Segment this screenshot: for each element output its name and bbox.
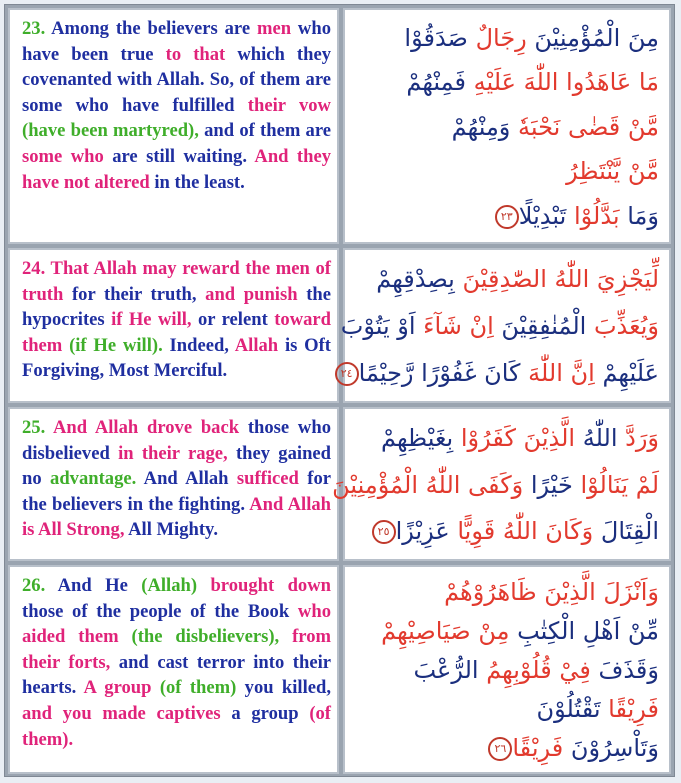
arabic-text-run: مَّنْ يَّنْتَظِرُ xyxy=(566,157,659,186)
arabic-text-run: لِّيَجْزِيَ xyxy=(589,265,659,293)
verse-text-run: and you made captives xyxy=(22,702,232,724)
arabic-text-run: مَا عَاهَدُوا اللّٰهَ عَلَيْهِ xyxy=(466,68,659,97)
verse-text-run: sufficed xyxy=(236,468,308,490)
arabic-line xyxy=(357,149,659,193)
verse-text-run: in the least. xyxy=(154,171,245,193)
verse-row-24 xyxy=(8,248,671,403)
verse-text-run: they gained no xyxy=(22,442,331,490)
arabic-line xyxy=(357,573,659,612)
english-translation-23 xyxy=(8,8,339,244)
verse-text-run: advantage. xyxy=(50,468,144,490)
verse-text-run: (of them). xyxy=(22,702,331,750)
verse-text-run: (of them) xyxy=(159,677,245,699)
arabic-text-run: اللّٰهُ الصّٰدِقِيْنَ xyxy=(454,265,590,293)
verse-text-run: to that xyxy=(165,43,238,65)
english-translation-26 xyxy=(8,565,339,774)
ayah-number-marker: ٢٦ xyxy=(488,737,512,761)
verse-text-run: are still waiting. xyxy=(112,145,255,167)
verse-text-run: from their forts, xyxy=(22,626,332,673)
verse-text-run: you killed, xyxy=(244,677,331,699)
verse-text-run: their vow xyxy=(247,94,331,116)
verse-text-run: some who xyxy=(22,145,113,167)
verse-text xyxy=(22,16,331,195)
arabic-line xyxy=(357,651,659,690)
arabic-text-25 xyxy=(332,407,671,561)
arabic-text-run: فَمِنْهُمْ xyxy=(406,68,466,97)
arabic-text-run: فَرِيْقًا xyxy=(600,695,659,723)
arabic-text-run: الْمُؤْمِنِيْنَ xyxy=(332,470,418,499)
arabic-line xyxy=(357,194,659,238)
verse-text-run: in their rage, xyxy=(118,442,236,464)
arabic-text-run: وَرَدَّ xyxy=(617,424,659,452)
verse-text-run: 23. xyxy=(22,18,52,39)
arabic-text-run: رِجَالٌ xyxy=(467,24,527,52)
verse-text-run: (Allah) xyxy=(141,575,211,596)
verse-text-run: for their truth, xyxy=(71,283,206,305)
arabic-text-run: تَبْدِيْلًا xyxy=(518,201,567,230)
verse-text-run: And they have not altered xyxy=(22,145,332,193)
arabic-text-run: قَوِيًّا xyxy=(449,517,496,546)
verse-text xyxy=(22,415,331,543)
verse-text-run: toward them xyxy=(22,309,332,356)
arabic-text-run: وَاَنْزَلَ xyxy=(595,578,659,606)
arabic-line xyxy=(340,350,659,397)
verse-text-run: the hypocrites xyxy=(22,283,331,331)
verse-text-run: brought down xyxy=(210,575,331,596)
verse-text-run: which they covenanted with Allah. xyxy=(22,43,331,91)
arabic-text-run: مِنْ صَيَاصِيْهِمْ xyxy=(381,617,510,645)
arabic-text-run: اَوْ يَتُوْبَ xyxy=(340,312,416,340)
arabic-line xyxy=(332,462,659,509)
arabic-text-run: عَزِيْزًا xyxy=(395,517,450,546)
arabic-text-run: وَمِنْهُمْ xyxy=(451,112,511,141)
arabic-text-26 xyxy=(343,565,671,774)
arabic-line xyxy=(357,105,659,149)
arabic-text-run: اِنَّ اللّٰهَ xyxy=(520,359,595,387)
arabic-line xyxy=(357,612,659,651)
arabic-text-run: الرُّعْبَ xyxy=(413,656,479,684)
arabic-line xyxy=(357,729,659,768)
verse-text-run: is Oft Forgiving, Most Merciful. xyxy=(22,334,331,382)
arabic-line xyxy=(357,16,659,60)
arabic-text-run: ظَاهَرُوْهُمْ xyxy=(444,578,537,606)
verse-text-run: and of them are xyxy=(204,120,332,142)
arabic-text-run: اللّٰهُ xyxy=(575,424,618,452)
verse-text-run: Allah xyxy=(234,334,285,356)
verse-text-run: Among the believers are xyxy=(51,18,257,39)
arabic-text-23 xyxy=(343,8,671,244)
arabic-text-run: الَّذِيْنَ كَفَرُوْا xyxy=(453,424,576,452)
arabic-text-run: الَّذِيْنَ xyxy=(536,578,596,606)
verse-text-run: So, of them are some who have fulfilled xyxy=(22,69,331,116)
verse-text xyxy=(22,256,331,384)
arabic-text-run: بَدَّلُوْا xyxy=(566,201,620,230)
verse-text-run: may reward the men of truth xyxy=(22,258,331,305)
verse-table xyxy=(4,4,675,777)
arabic-text-run: كَانَ غَفُوْرًا رَّحِيْمًا xyxy=(358,359,521,387)
verse-text-run: men xyxy=(256,18,298,39)
arabic-line xyxy=(357,256,659,303)
arabic-text-run: مِنَ الْمُؤْمِنِيْنَ xyxy=(526,24,659,52)
arabic-text-run: وَيُعَذِّبَ xyxy=(586,312,659,340)
arabic-text-run: فَرِيْقًا xyxy=(512,734,564,762)
arabic-text-run: خَيْرًا xyxy=(523,470,573,499)
verse-text-run: 25. xyxy=(22,417,53,438)
verse-text-run: All Mighty. xyxy=(128,519,218,541)
arabic-text-24 xyxy=(340,248,671,403)
ayah-number-marker: ٢٥ xyxy=(372,520,396,544)
ayah-number-marker: ٢٣ xyxy=(495,205,519,229)
arabic-text-run: لَمْ يَنَالُوْا xyxy=(572,470,659,499)
arabic-text-run: الْمُنٰفِقِيْنَ xyxy=(493,312,587,340)
verse-row-26 xyxy=(8,565,671,774)
verse-text-run: is All Strong, xyxy=(22,519,129,541)
arabic-text-run: بِصِدْقِهِمْ xyxy=(376,265,455,293)
verse-text-run: those who disbelieved xyxy=(22,417,331,464)
arabic-text-run: وَكَفَى اللّٰهُ xyxy=(418,470,524,499)
arabic-line xyxy=(357,690,659,729)
arabic-text-run: الْقِتَالَ xyxy=(593,517,659,546)
verse-text-run: Indeed, xyxy=(169,334,235,356)
verse-text-run: for the believers in the fighting. xyxy=(22,468,332,515)
verse-text-run: who aided them xyxy=(22,600,331,648)
arabic-text-run: اِنْ شَآءَ xyxy=(415,312,494,340)
arabic-text-run: وَتَاْسِرُوْنَ xyxy=(563,734,659,762)
arabic-text-run: تَقْتُلُوْنَ xyxy=(536,695,601,723)
verse-text-run: And Allah xyxy=(52,417,147,438)
arabic-text-run: مَّنْ قَضٰى نَحْبَهٗ xyxy=(510,112,659,141)
verse-text-run: And He xyxy=(57,575,142,596)
verse-text-run: (have been martyred), xyxy=(22,120,205,142)
verse-text-run: 24. That Allah xyxy=(22,258,143,279)
verse-text-run: who have been true xyxy=(22,18,331,65)
arabic-text-run: عَلَيْهِمْ xyxy=(594,359,659,387)
verse-text xyxy=(22,573,331,752)
ayah-number-marker: ٢٤ xyxy=(335,362,359,386)
arabic-text-run: فِيْ قُلُوْبِهِمُ xyxy=(478,656,591,684)
verse-text-run: (if He will). xyxy=(69,334,170,356)
arabic-line xyxy=(357,60,659,104)
arabic-text-run: بِغَيْظِهِمْ xyxy=(380,424,454,452)
verse-text-run: those of the people of the Book xyxy=(22,600,298,622)
verse-row-23 xyxy=(8,8,671,244)
verse-text-run: if He will, xyxy=(111,309,198,331)
verse-text-run: 26. xyxy=(22,575,58,596)
arabic-text-run: وَقَذَفَ xyxy=(590,656,659,684)
arabic-line xyxy=(357,508,659,555)
arabic-text-run: وَمَا xyxy=(619,201,659,230)
verse-text-run: and punish xyxy=(205,283,307,305)
arabic-line xyxy=(340,303,659,350)
english-translation-24 xyxy=(8,248,339,403)
verse-text-run: a group xyxy=(231,702,310,724)
english-translation-25 xyxy=(8,407,339,561)
verse-text-run: And Allah xyxy=(143,468,237,490)
verse-text-run: drove back xyxy=(146,417,248,438)
verse-text-run: And Allah xyxy=(249,493,331,515)
arabic-text-run: وَكَانَ اللّٰهُ xyxy=(495,517,594,546)
verse-text-run: or relent xyxy=(198,309,275,331)
verse-text-run: A group xyxy=(83,677,160,699)
verse-text-run: (the disbelievers), xyxy=(131,626,293,648)
arabic-text-run: صَدَقُوْا xyxy=(404,24,468,52)
arabic-text-run: مِّنْ اَهْلِ الْكِتٰبِ xyxy=(509,617,659,645)
arabic-line xyxy=(357,415,659,462)
verse-text-run: and cast terror into their hearts. xyxy=(22,651,331,699)
verse-row-25 xyxy=(8,407,671,561)
